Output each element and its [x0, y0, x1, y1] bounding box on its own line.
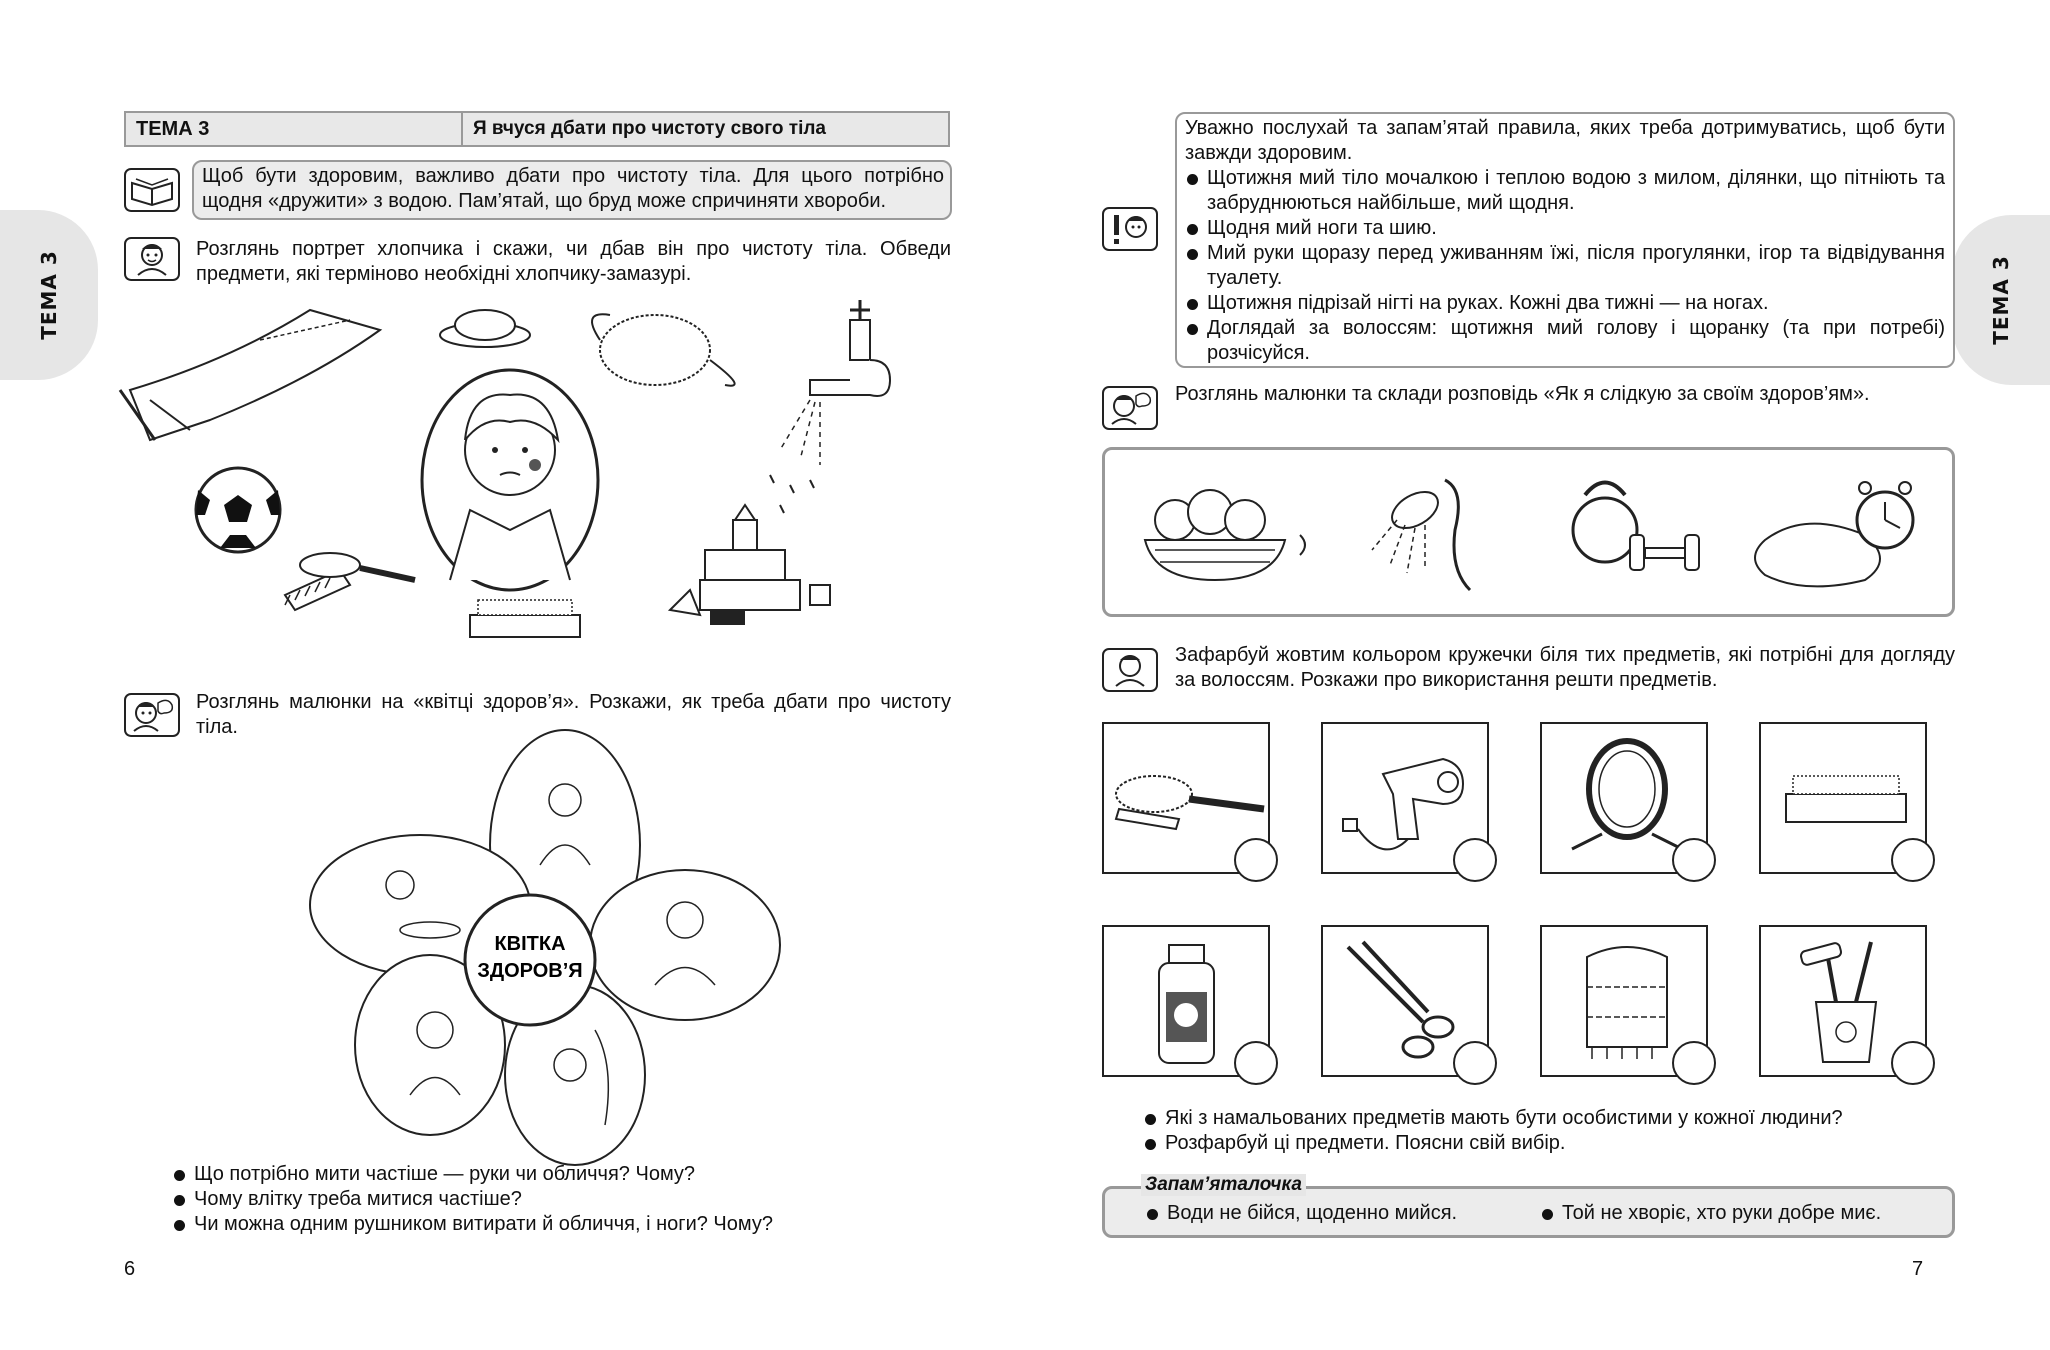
list-item: Мий руки щоразу перед уживанням їжі, після прогулянки, ігор та відвідування туалету.: [1185, 241, 1945, 291]
answer-circle[interactable]: [1234, 838, 1278, 882]
list-item: Які з намальованих предметів мають бути особистими у кожної людини?: [1143, 1106, 1963, 1131]
pillow-alarm-clock-icon: [1755, 482, 1913, 586]
picture-cell-scissors: [1321, 925, 1489, 1077]
soap-icon: [440, 310, 530, 347]
soccer-ball-icon: [196, 468, 280, 552]
answer-circle[interactable]: [1672, 838, 1716, 882]
book-icon: [124, 168, 180, 212]
side-tab-label: ТЕМА 3: [36, 250, 61, 340]
right-page: [1025, 0, 2050, 1350]
health-pictures: [1105, 450, 1955, 615]
left-questions-list: [172, 1162, 952, 1237]
hairbrush-comb-icon: [285, 553, 415, 610]
answer-circle[interactable]: [1891, 1041, 1935, 1085]
attention-icon: [1102, 207, 1158, 251]
boy-talking-icon: [124, 693, 180, 737]
list-item: Чи можна одним рушником витирати й обличчя, і ноги? Чому?: [172, 1212, 952, 1237]
list-item: Що потрібно мити частіше — руки чи обличчя? Чому?: [172, 1162, 952, 1187]
boy-items-illustration: [110, 290, 960, 670]
topic-header: [124, 111, 950, 147]
topic-number: ТЕМА 3: [126, 113, 463, 145]
memo-item-1-list: [1145, 1201, 1545, 1226]
health-pictures-box: [1102, 447, 1955, 617]
list-item: Чому влітку треба митися частіше?: [172, 1187, 952, 1212]
topic-title: Я вчуся дбати про чистоту свого тіла: [473, 118, 827, 139]
answer-circle[interactable]: [1453, 838, 1497, 882]
answer-circle[interactable]: [1891, 838, 1935, 882]
list-item: Розфарбуй ці предмети. Поясни свій вибір.: [1143, 1131, 1963, 1156]
picture-cell-scrub-brush: [1759, 722, 1927, 874]
list-item: Той не хворіє, хто руки добре миє.: [1540, 1201, 1950, 1226]
toy-blocks-icon: [670, 505, 830, 625]
answer-circle[interactable]: [1234, 1041, 1278, 1085]
rules-list: [1185, 166, 1945, 366]
side-tab-left: [0, 210, 98, 380]
boy-thinking-icon: [124, 237, 180, 281]
list-item: Води не бійся, щоденно мийся.: [1145, 1201, 1545, 1226]
list-item: Щотижня підрізай нігті на руках. Кожні два тижні — на ногах.: [1185, 291, 1945, 316]
list-item: Щотижня мий тіло мочалкою і теплою водою з милом, ділянки, що пітніють та забруднюються найбільше, мий щодня.: [1185, 166, 1945, 216]
intro-text: Щоб бути здоровим, важливо дбати про чистоту тіла. Для цього потрібно щодня «дружити» з водою. Пам’ятай, що бруд може спричиняти хвороби.: [202, 165, 944, 212]
flower-center-line2: ЗДОРОВ’Я: [477, 960, 583, 982]
towel-icon: [120, 310, 380, 440]
picture-cell-hairbrush: [1102, 722, 1270, 874]
task1-text: Розглянь портрет хлопчика і скажи, чи дбав він про чистоту тіла. Обведи предмети, які терміново необхідні хлопчику-замазурі.: [196, 238, 951, 285]
picture-cell-towel: [1540, 925, 1708, 1077]
task4-text: Зафарбуй жовтим кольором кружечки біля тих предметів, які потрібні для догляду за волоссям. Розкажи про використання решти предметів.: [1175, 644, 1955, 691]
page-number-right: 7: [1912, 1258, 1924, 1280]
health-flower: [340, 745, 780, 1145]
water-tap-icon: [770, 300, 890, 513]
answer-circle[interactable]: [1672, 1041, 1716, 1085]
sponge-icon: [592, 314, 735, 385]
kettlebell-dumbbell-icon: [1573, 483, 1699, 571]
flower-petal-cutting-nails: [590, 870, 780, 1020]
flower-center-line1: КВІТКА: [494, 933, 566, 955]
fruit-basket-icon: [1145, 490, 1305, 580]
answer-circle[interactable]: [1453, 1041, 1497, 1085]
memo-label: Запам’яталочка: [1141, 1174, 1306, 1196]
task2-text: Розглянь малюнки на «квітці здоров’я». Розкажи, як треба дбати про чистоту тіла.: [196, 691, 951, 738]
picture-cell-shampoo: [1102, 925, 1270, 1077]
rules-intro: Уважно послухай та запам’ятай правила, яких треба дотримуватись, щоб бути завжди здоровим.: [1185, 117, 1945, 164]
picture-cell-mirror: [1540, 722, 1708, 874]
picture-cell-toothbrush-cup: [1759, 925, 1927, 1077]
shower-head-icon: [1372, 480, 1470, 590]
side-tab-label: ТЕМА 3: [1988, 255, 2013, 345]
picture-cell-hair-dryer: [1321, 722, 1489, 874]
page-number-left: 6: [124, 1258, 136, 1280]
right-questions-list: [1143, 1106, 1963, 1156]
dirty-boy-portrait: [422, 370, 598, 590]
scrub-brush-icon: [470, 600, 580, 637]
side-tab-right: [1952, 215, 2050, 385]
list-item: Щодня мий ноги та шию.: [1185, 216, 1945, 241]
list-item: Доглядай за волоссям: щотижня мий голову і щоранку (та при потребі) розчісуйся.: [1185, 316, 1945, 366]
task3-text: Розглянь малюнки та склади розповідь «Як я слідкую за своїм здоров’ям».: [1175, 383, 1870, 405]
boy-thinking-icon: [1102, 648, 1158, 692]
memo-item-2-list: [1540, 1201, 1950, 1226]
boy-talking-icon: [1102, 386, 1158, 430]
